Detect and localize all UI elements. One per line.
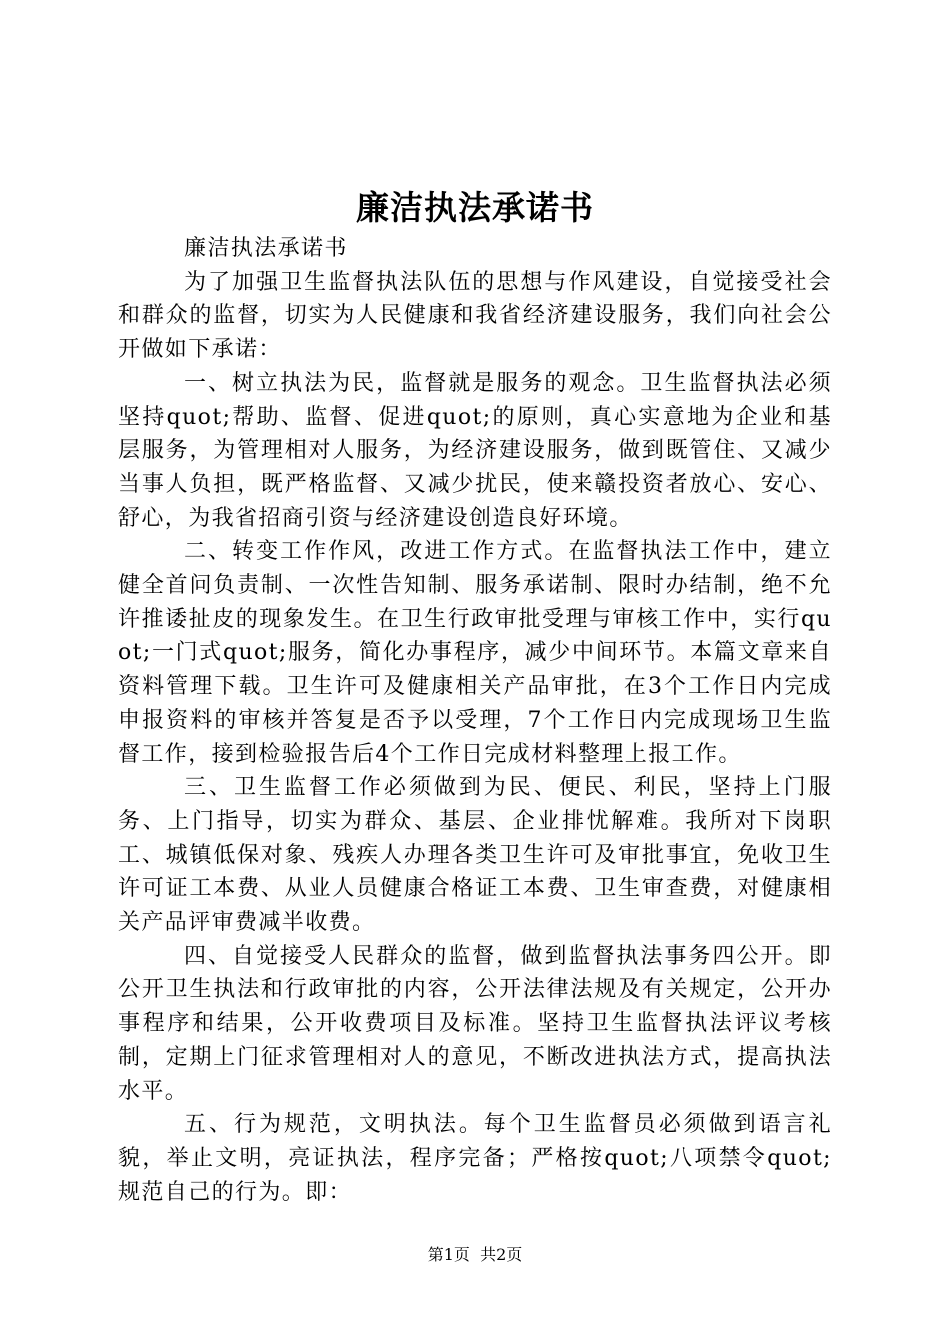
page-number: 第1页 — [427, 1245, 470, 1264]
paragraph-item-5: 五、行为规范，文明执法。每个卫生监督员必须做到语言礼貌，举止文明，亮证执法，程序完备；严格按quot;八项禁令quot;规范自己的行为。即： — [118, 1112, 832, 1205]
document-title: 廉洁执法承诺书 — [356, 188, 594, 227]
paragraph-item-3: 三、卫生监督工作必须做到为民、便民、利民，坚持上门服务、上门指导，切实为群众、基层、企业排忧解难。我所对下岗职工、城镇低保对象、残疾人办理各类卫生许可及审批事宜，免收卫生许可证工本费、从业人员健康合格证工本费、卫生审查费，对健康相关产品评审费减半收费。 — [118, 775, 832, 936]
page-total: 共2页 — [480, 1245, 523, 1264]
document-body — [118, 232, 832, 1209]
paragraph-item-4: 四、自觉接受人民群众的监督，做到监督执法事务四公开。即公开卫生执法和行政审批的内容，公开法律法规及有关规定，公开办事程序和结果，公开收费项目及标准。坚持卫生监督执法评议考核制，定期上门征求管理相对人的意见，不断改进执法方式，提高执法水平。 — [118, 943, 832, 1104]
paragraph-item-1: 一、树立执法为民，监督就是服务的观念。卫生监督执法必须坚持quot;帮助、监督、促进quot;的原则，真心实意地为企业和基层服务，为管理相对人服务，为经济建设服务，做到既管住、又减少当事人负担，既严格监督、又减少扰民，使来赣投资者放心、安心、舒心，为我省招商引资与经济建设创造良好环境。 — [118, 370, 832, 531]
paragraph-intro: 为了加强卫生监督执法队伍的思想与作风建设，自觉接受社会和群众的监督，切实为人民健康和我省经济建设服务，我们向社会公开做如下承诺： — [118, 269, 832, 363]
paragraph-heading: 廉洁执法承诺书 — [184, 236, 348, 261]
paragraph-item-2: 二、转变工作作风，改进工作方式。在监督执法工作中，建立健全首问负责制、一次性告知制、服务承诺制、限时办结制，绝不允许推诿扯皮的现象发生。在卫生行政审批受理与审核工作中，实行quot;一门式quot;服务，简化办事程序，减少中间环节。本篇文章来自资料管理下载。卫生许可及健康相关产品审批，在3个工作日内完成申报资料的审核并答复是否予以受理，7个工作日内完成现场卫生监督工作，接到检验报告后4个工作日完成材料整理上报工作。 — [118, 539, 832, 767]
page-footer — [0, 1244, 950, 1266]
